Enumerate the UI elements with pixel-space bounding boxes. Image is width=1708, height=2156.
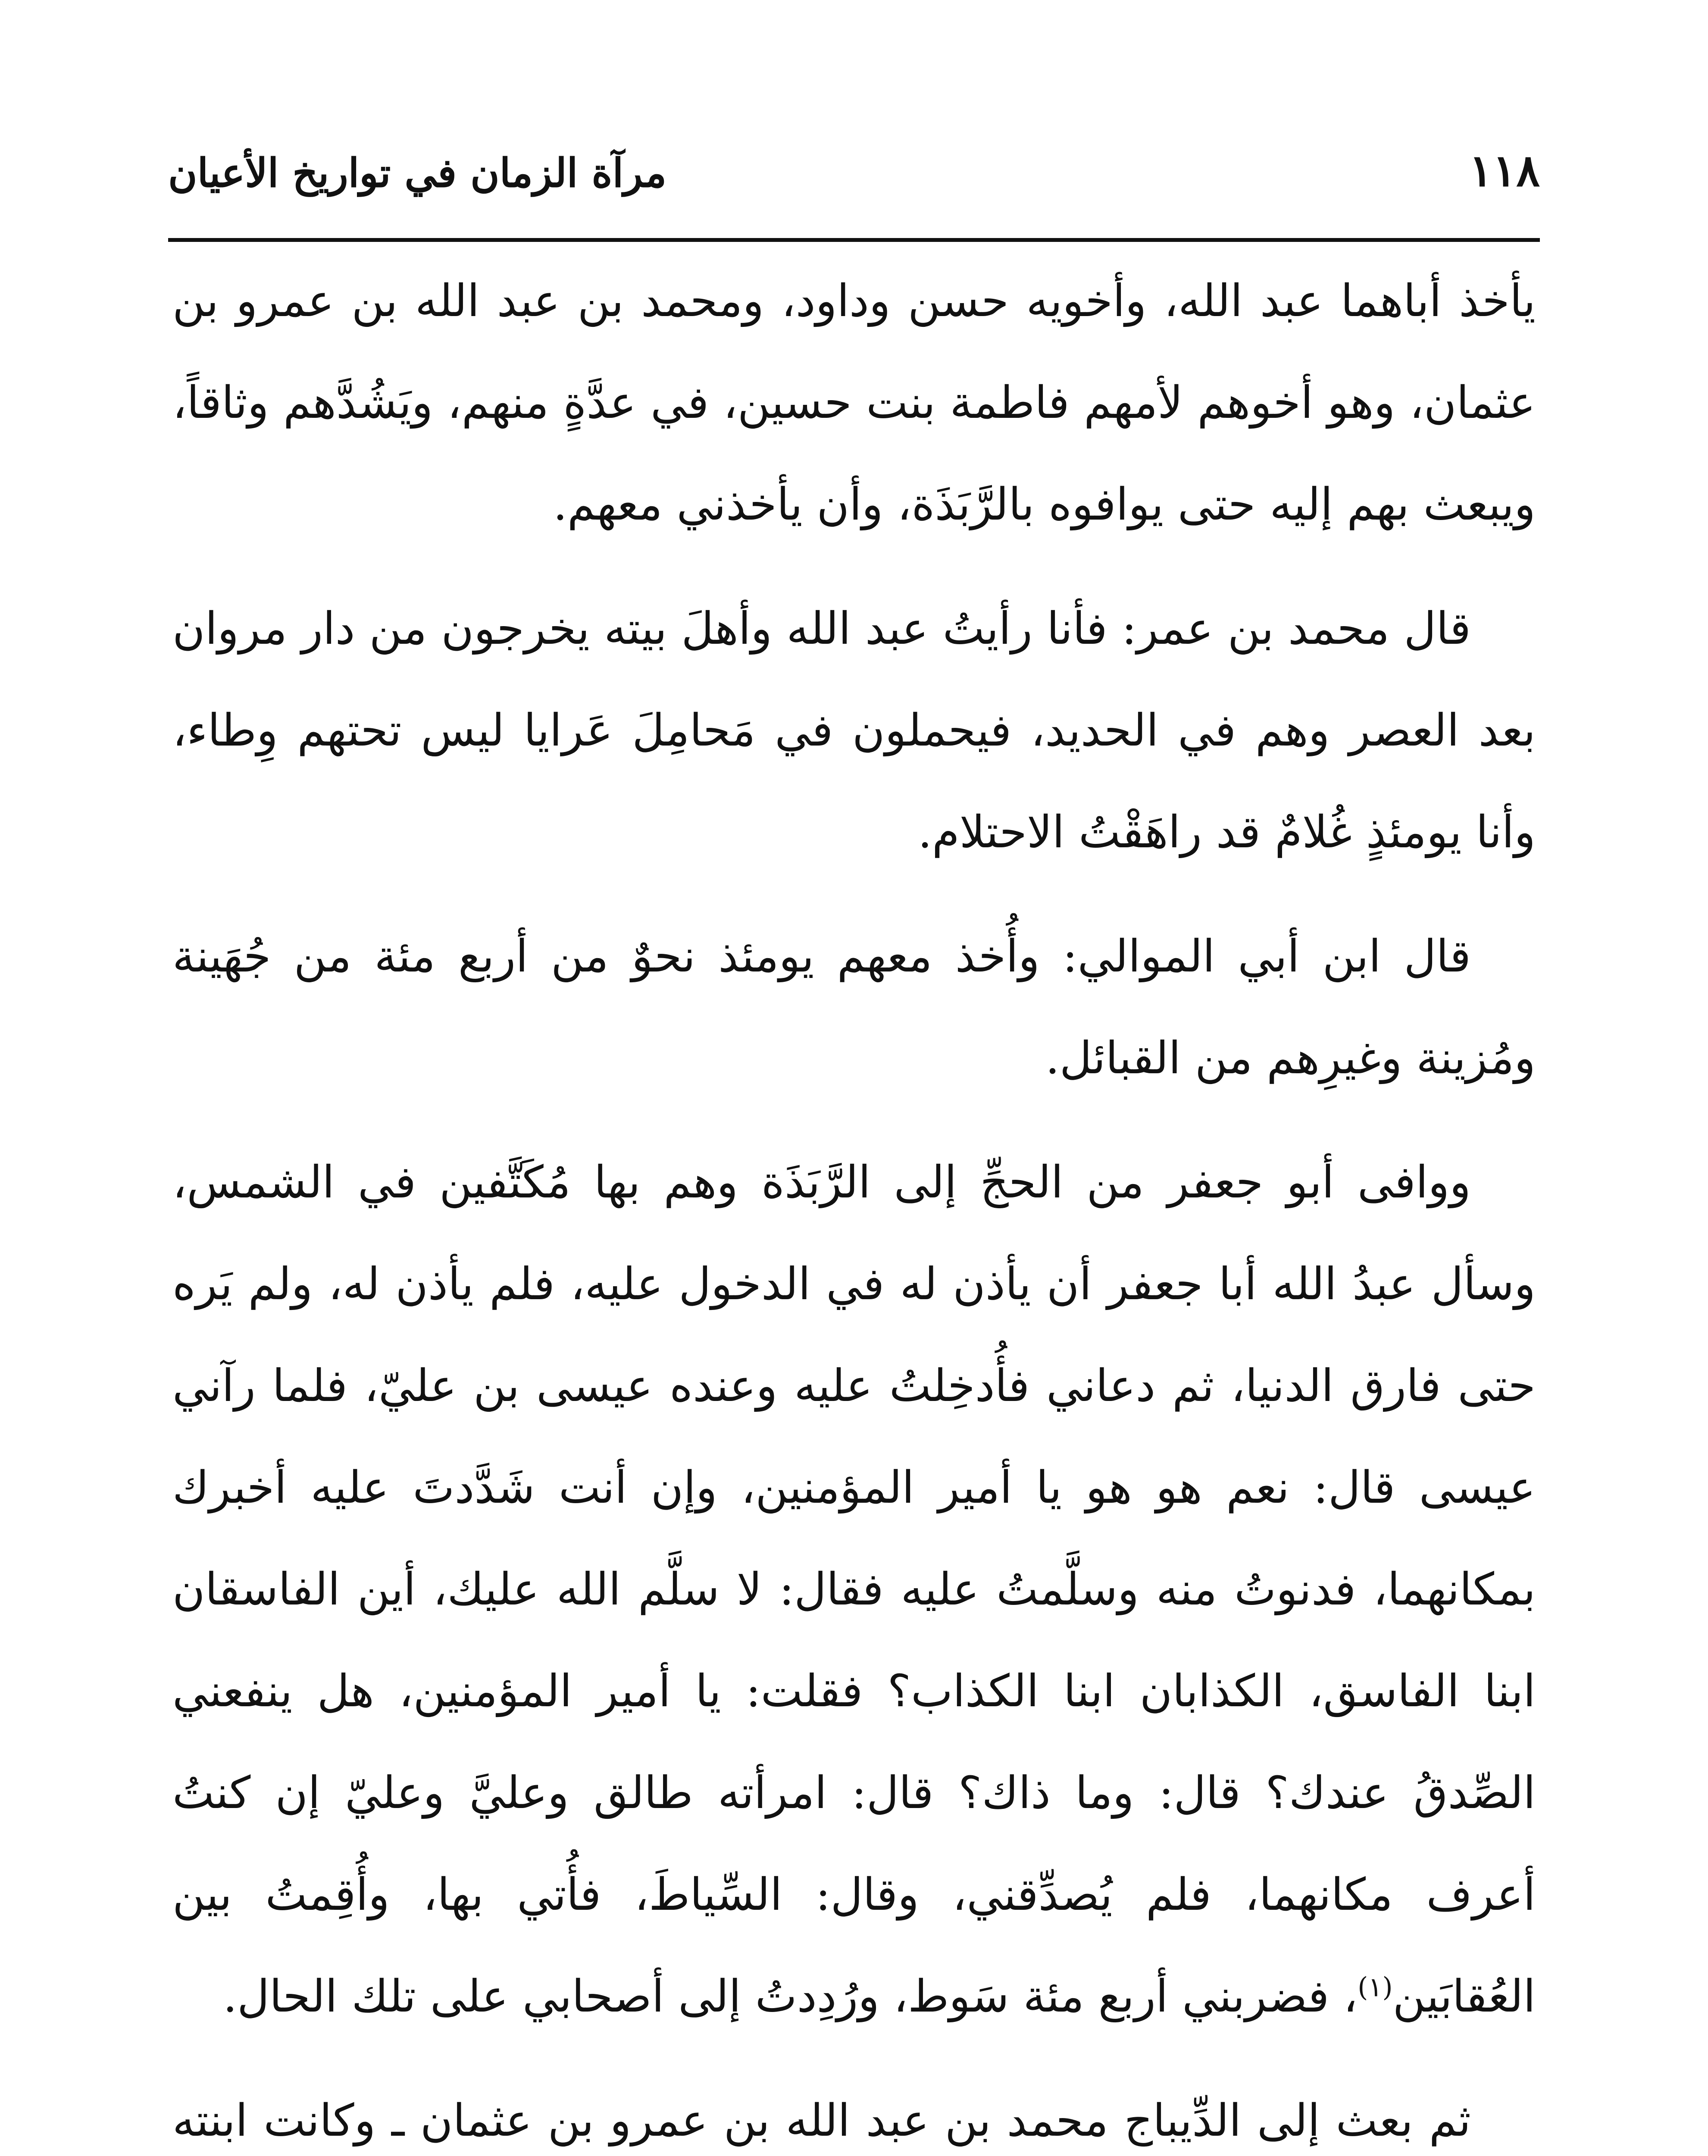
running-header [168,129,1540,207]
paragraph-3: قال ابن أبي الموالي: وأُخذ معهم يومئذ نحوٌ من أربع مئة من جُهَينة ومُزينة وغيرِهم من القبائل. [172,931,1536,1084]
page-number: ١١٨ [1469,144,1540,197]
paragraph-2: قال محمد بن عمر: فأنا رأيتُ عبد الله وأهلَ بيته يخرجون من دار مروان بعد العصر وهم في الحديد، فيحملون في مَحامِلَ عَرايا ليس تحتهم وِطاء، وأنا يومئذٍ غُلامٌ قد راهَقْتُ الاحتلام. [172,603,1536,858]
paragraph-4-tail: ، فضربني أربع مئة سَوط، ورُدِدتُ إلى أصحابي على تلك الحال. [223,1971,1358,2022]
paragraph-4 [172,1131,1536,2047]
book-title: مرآة الزمان في تواريخ الأعيان [168,149,667,196]
main-text [172,250,1536,2156]
footnote-ref-1: (١) [1358,1971,1393,2003]
paragraph-5-text: ثم بعث إلى الدِّيباج محمد بن عبد الله بن عمرو بن عثمان ـ وكانت ابنته [172,2095,1471,2147]
header-divider [168,238,1540,242]
paragraph-1: يأخذ أباهما عبد الله، وأخويه حسن وداود، ومحمد بن عبد الله بن عمرو بن عثمان، وهو أخوهم لأمهم فاطمة بنت حسين، في عدَّةٍ منهم، ويَشُدَّهم وثاقاً، ويبعث بهم إليه حتى يوافوه بالرَّبَذَة، وأن يأخذني معهم. [172,275,1536,530]
paragraph-5 [172,2070,1536,2156]
paragraph-4-text: ووافى أبو جعفر من الحجِّ إلى الرَّبَذَة وهم بها مُكَتَّفين في الشمس، وسأل عبدُ الله أبا جعفر أن يأذن له في الدخول عليه، فلم يأذن له، ولم يَره حتى فارق الدنيا، ثم دعاني فأُدخِلتُ عليه وعنده عيسى بن عليّ، فلما رآني عيسى قال: نعم هو هو يا أمير المؤمنين، وإن أنت شَدَّدتَ عليه أخبرك بمكانهما، فدنوتُ منه وسلَّمتُ عليه فقال: لا سلَّم الله عليك، أين الفاسقان ابنا الفاسق، الكذابان ابنا الكذاب؟ فقلت: يا أمير المؤمنين، هل ينفعني الصِّدقُ عندك؟ قال: وما ذاك؟ قال: امرأته طالق وعليَّ وعليّ إن كنتُ أعرف مكانهما، فلم يُصدِّقني، وقال: السِّياطَ، فأُتي بها، وأُقِمتُ بين العُقابَين [172,1156,1536,2022]
